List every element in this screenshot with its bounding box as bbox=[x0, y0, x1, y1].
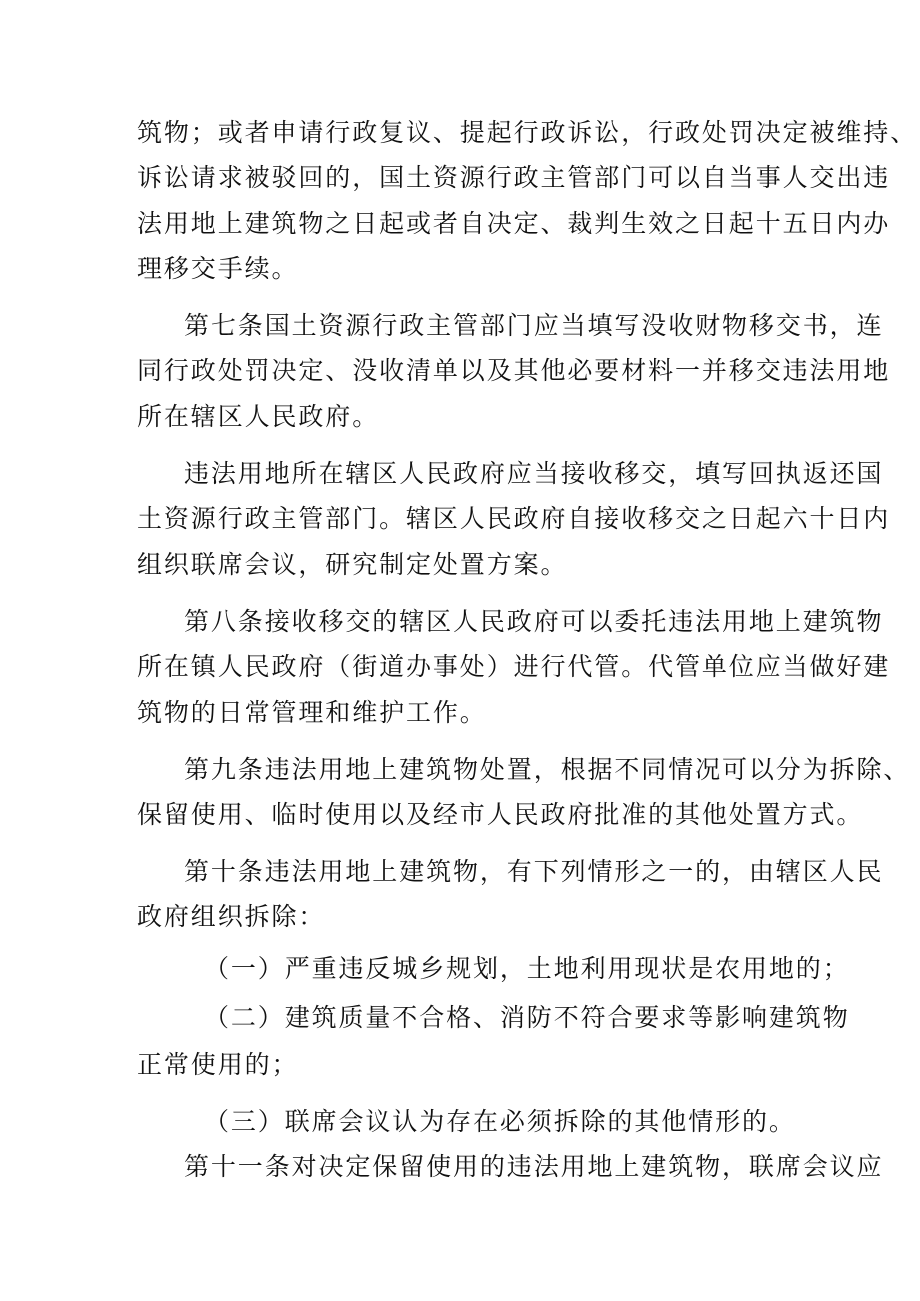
paragraph-start-line: 违法用地所在辖区人民政府应当接收移交，填写回执返还国 bbox=[184, 459, 884, 488]
paragraph-start-line: 第十一条对决定保留使用的违法用地上建筑物，联席会议应 bbox=[184, 1152, 884, 1181]
paragraph-start-line: 第十条违法用地上建筑物，有下列情形之一的，由辖区人民 bbox=[184, 857, 884, 886]
text-line: 理移交手续。 bbox=[137, 254, 299, 283]
text-line: 诉讼请求被驳回的，国土资源行政主管部门可以自当事人交出违 bbox=[137, 163, 891, 192]
text-line: 筑物；或者申请行政复议、提起行政诉讼，行政处罚决定被维持、 bbox=[137, 118, 918, 147]
list-item-line: （一）严重违反城乡规划，土地利用现状是农用地的； bbox=[204, 954, 850, 983]
text-line: 政府组织拆除： bbox=[137, 902, 326, 931]
text-line: 所在辖区人民政府。 bbox=[137, 402, 380, 431]
paragraph-start-line: 第七条国土资源行政主管部门应当填写没收财物移交书，连 bbox=[184, 311, 884, 340]
paragraph-start-line: 第九条违法用地上建筑物处置，根据不同情况可以分为拆除、 bbox=[184, 755, 911, 784]
text-line: 同行政处罚决定、没收清单以及其他必要材料一并移交违法用地 bbox=[137, 356, 891, 385]
list-item-line: （二）建筑质量不合格、消防不符合要求等影响建筑物 bbox=[204, 1003, 850, 1032]
text-line: 所在镇人民政府（街道办事处）进行代管。代管单位应当做好建 bbox=[137, 652, 891, 681]
text-line: 保留使用、临时使用以及经市人民政府批准的其他处置方式。 bbox=[137, 800, 864, 829]
text-line: 正常使用的； bbox=[137, 1050, 299, 1079]
text-line: 组织联席会议，研究制定处置方案。 bbox=[137, 550, 568, 579]
text-line: 筑物的日常管理和维护工作。 bbox=[137, 698, 487, 727]
list-item-line: （三）联席会议认为存在必须拆除的其他情形的。 bbox=[204, 1107, 796, 1136]
text-line: 法用地上建筑物之日起或者自决定、裁判生效之日起十五日内办 bbox=[137, 209, 891, 238]
text-line: 土资源行政主管部门。辖区人民政府自接收移交之日起六十日内 bbox=[137, 504, 891, 533]
paragraph-start-line: 第八条接收移交的辖区人民政府可以委托违法用地上建筑物 bbox=[184, 607, 884, 636]
